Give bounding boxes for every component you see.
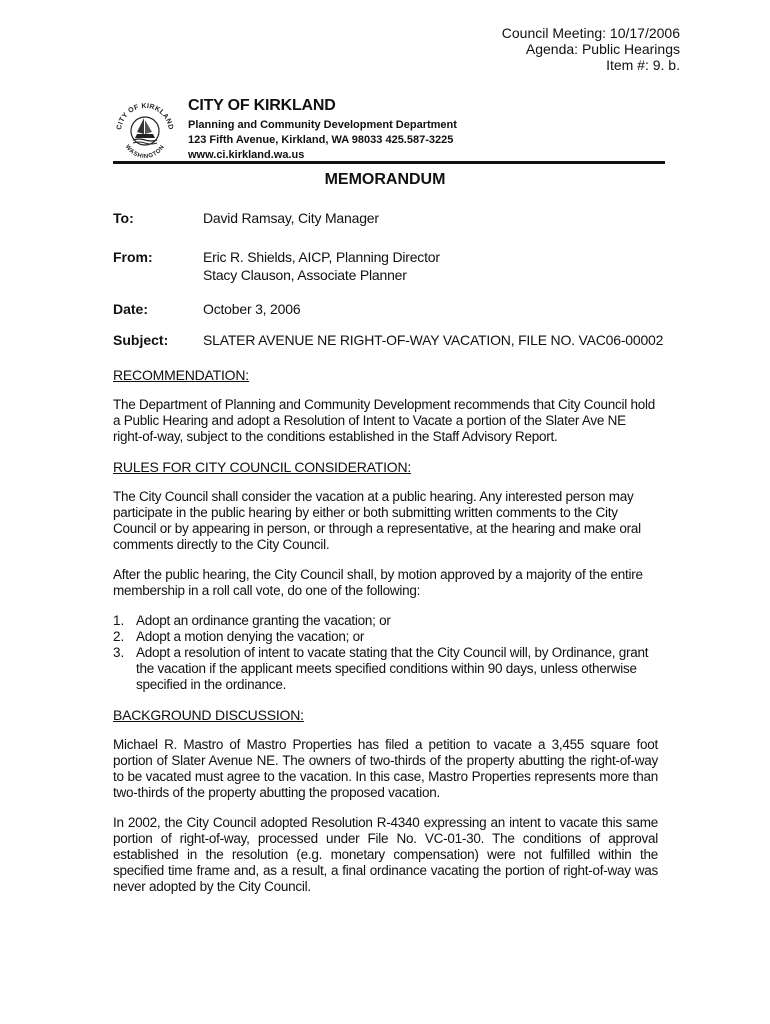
to-label: To:	[113, 210, 134, 226]
background-paragraph-1: Michael R. Mastro of Mastro Properties has filed a petition to vacate a 3,455 square foot portion of Slater Avenue NE. The owners of two-thirds of the property abutting the right-of-way to be vacated must agree to the vacation. In this case, Mastro Properties represents more than two-thirds of the property abutting the proposed vacation.	[113, 737, 658, 800]
date-label: Date:	[113, 301, 149, 317]
list-item-number: 3.	[113, 645, 125, 660]
org-name: CITY OF KIRKLAND	[188, 97, 336, 114]
from-value-2: Stacy Clauson, Associate Planner	[203, 267, 407, 283]
department-name: Planning and Community Development Department	[188, 119, 457, 131]
from-label: From:	[113, 249, 153, 265]
from-value-1: Eric R. Shields, AICP, Planning Director	[203, 249, 440, 265]
memo-title: MEMORANDUM	[324, 171, 446, 188]
list-item-number: 2.	[113, 629, 125, 644]
subject-label: Subject:	[113, 332, 169, 348]
list-item-text: Adopt an ordinance granting the vacation; or	[136, 613, 391, 628]
letterhead-divider	[113, 161, 665, 164]
seal-bottom-text: WASHINGTON	[123, 144, 167, 160]
svg-text:WASHINGTON	[124, 144, 166, 160]
department-website[interactable]: www.ci.kirkland.wa.us	[188, 149, 305, 161]
rules-paragraph-1: The City Council shall consider the vacation at a public hearing. Any interested person may participate in the public hearing by either or both submitting written comments to the City Council or by appearing in person, or through a representative, at the hearing and make oral comments directly to the City Council.	[113, 489, 641, 552]
agenda-line: Agenda: Public Hearings	[525, 41, 680, 57]
background-paragraph-2: In 2002, the City Council adopted Resolution R-4340 expressing an intent to vacate this same portion of right-of-way, processed under File No. VC-01-30. The conditions of approval established in the resolution (e.g. monetary compensation) were not fulfilled within the specified time frame and, as a result, a final ordinance vacating the portion of right-of-way was never adopted by the City Council.	[113, 815, 658, 894]
council-meeting-line: Council Meeting: 10/17/2006	[501, 25, 680, 41]
to-value: David Ramsay, City Manager	[203, 210, 379, 226]
list-item-text: Adopt a resolution of intent to vacate stating that the City Council will, by Ordinance, grant the vacation if the applicant meets specified conditions within 90 days, unless otherwise specified in the ordinance.	[136, 645, 649, 692]
recommendation-text: The Department of Planning and Community Development recommends that City Council hold a Public Hearing and adopt a Resolution of Intent to Vacate a portion of the Slater Ave NE right-of-way, subject to the conditions established in the Staff Advisory Report.	[113, 397, 656, 444]
seal-top-text: CITY OF KIRKLAND	[116, 102, 174, 131]
background-heading: BACKGROUND DISCUSSION:	[113, 707, 304, 723]
recommendation-heading: RECOMMENDATION:	[113, 367, 249, 383]
city-of-kirkland-seal-icon	[113, 98, 177, 160]
rules-paragraph-2: After the public hearing, the City Council shall, by motion approved by a majority of the entire membership in a roll call vote, do one of the following:	[113, 567, 643, 598]
date-value: October 3, 2006	[203, 301, 301, 317]
subject-value: SLATER AVENUE NE RIGHT-OF-WAY VACATION, FILE NO. VAC06-00002	[203, 332, 664, 348]
list-item-text: Adopt a motion denying the vacation; or	[136, 629, 365, 644]
list-item-number: 1.	[113, 613, 125, 628]
department-address: 123 Fifth Avenue, Kirkland, WA 98033 425.587-3225	[188, 134, 454, 146]
rules-heading: RULES FOR CITY COUNCIL CONSIDERATION:	[113, 459, 412, 475]
item-number-line: Item #: 9. b.	[606, 57, 680, 73]
